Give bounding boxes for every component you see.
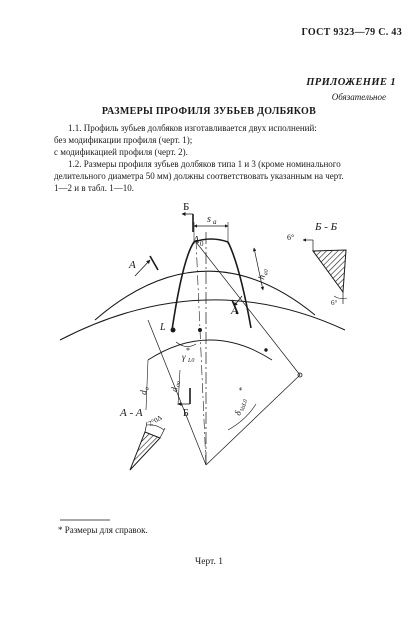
label-b-bottom: Б	[183, 408, 189, 419]
label-l: L	[160, 322, 166, 333]
appendix-label: ПРИЛОЖЕНИЕ 1	[306, 77, 396, 88]
standard-number: ГОСТ 9323—79 С. 43	[301, 27, 402, 38]
angle-aa: 2°0Δ	[147, 413, 164, 428]
figure-caption: Черт. 1	[195, 557, 223, 567]
label-da: d	[138, 389, 149, 396]
svg-text:VaL0: VaL0	[239, 398, 250, 413]
section-aa-hatch	[130, 432, 160, 470]
section-bb-hatch	[313, 250, 346, 292]
section-bb	[287, 221, 347, 307]
svg-text:a: a	[144, 386, 151, 391]
radial-line-a0	[196, 240, 206, 465]
ha-dimension	[254, 248, 263, 290]
label-a-right: A	[231, 305, 238, 317]
delta-angle	[228, 404, 256, 430]
svg-text:a0: a0	[263, 268, 271, 276]
root-circle-arc	[148, 340, 272, 360]
addendum-circle-arc	[95, 268, 315, 320]
appendix-status: Обязательное	[331, 92, 386, 102]
tooth-tip	[194, 239, 228, 242]
drawing-labels	[128, 201, 270, 419]
radial-line-left	[148, 320, 206, 465]
label-delta: δ	[232, 409, 244, 417]
point-l	[171, 328, 175, 332]
section-aa	[119, 407, 165, 470]
label-sa: s	[207, 214, 211, 225]
radial-line-right	[206, 375, 300, 465]
angle-bb-top: 6°	[287, 233, 295, 242]
svg-text:a: a	[213, 218, 217, 226]
main-view	[60, 214, 345, 465]
page-title: РАЗМЕРЫ ПРОФИЛЯ ЗУБЬЕВ ДОЛБЯКОВ	[101, 106, 317, 117]
label-a0: A	[193, 235, 200, 246]
pitch-circle-arc	[60, 300, 345, 340]
footnote: * Размеры для справок.	[58, 525, 148, 535]
svg-text:*: *	[236, 385, 247, 393]
svg-text:L0: L0	[188, 358, 195, 364]
angle-bb-bottom: 6°	[331, 299, 338, 307]
paragraph-1-1-line3: с модификацией профиля (черт. 2).	[54, 147, 188, 157]
label-da0: d	[169, 386, 180, 393]
section-bb-label: Б - Б	[315, 221, 338, 233]
paragraph-1-1-line2: без модификации профиля (черт. 1);	[54, 135, 193, 145]
svg-text:0: 0	[200, 240, 204, 248]
label-gamma: γ	[182, 352, 186, 362]
paragraph-1-2-line2: делительного диаметра 50 мм) должны соответствовать указанным на черт.	[54, 171, 344, 181]
label-a-left: A	[129, 259, 136, 271]
label-b-top: Б	[183, 201, 190, 213]
paragraph-1-1: 1.1. Профиль зубьев долбяков изготавливается двух исполнений:	[68, 123, 317, 133]
section-a-mark-right	[232, 300, 238, 314]
section-aa-label: А - А	[120, 407, 143, 419]
normal-line	[196, 242, 300, 375]
paragraph-1-2: 1.2. Размеры профиля зубьев долбяков типа 1 и 3 (кроме номинального	[68, 159, 341, 169]
svg-text:*: *	[186, 346, 190, 355]
svg-text:ao: ao	[175, 380, 182, 388]
section-a-mark-left	[150, 256, 158, 270]
gamma-angle	[176, 342, 196, 347]
tooth-profile-right	[228, 242, 251, 328]
tooth-profile-left	[172, 242, 194, 330]
paragraph-1-2-line3: 1—2 и в табл. 1—10.	[54, 183, 134, 193]
label-ha: h	[256, 273, 267, 281]
